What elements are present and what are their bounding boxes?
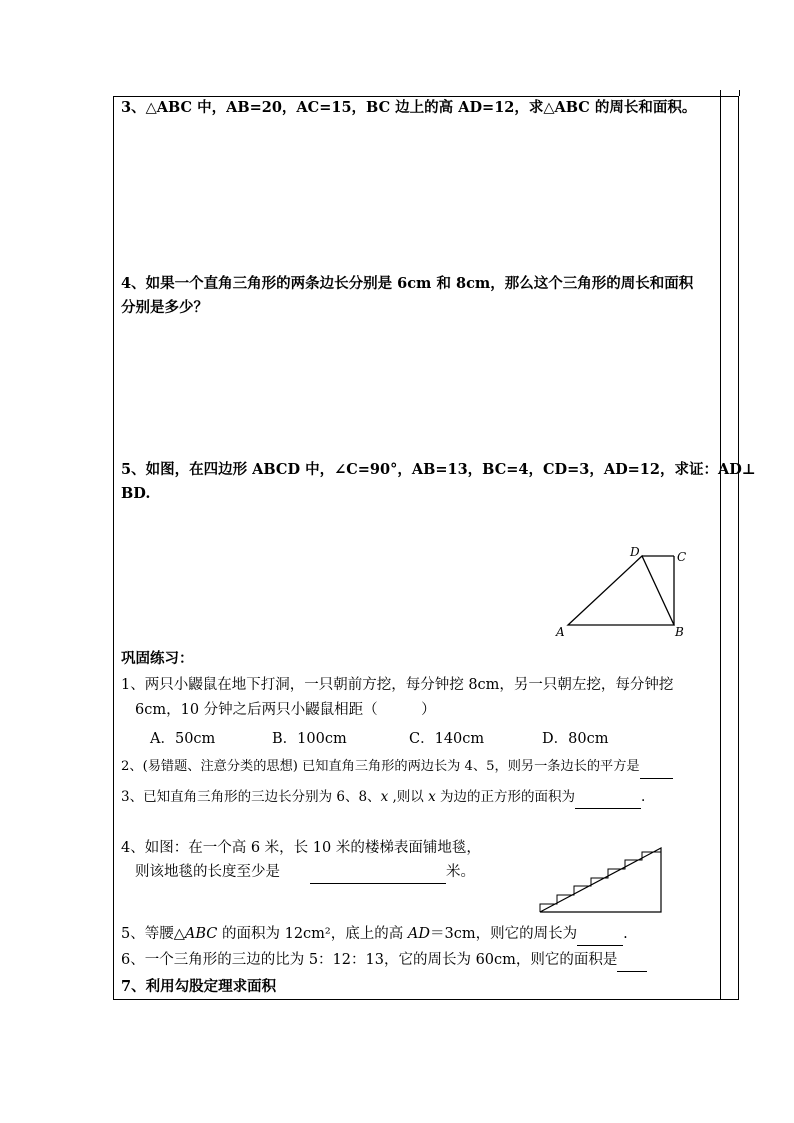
q1-option-d: D．80cm xyxy=(542,731,609,747)
q5-variable-abc: ABC xyxy=(184,926,218,942)
practice-q2 xyxy=(121,756,673,779)
margin-rule xyxy=(720,96,721,1000)
q5-answer-blank[interactable] xyxy=(577,923,623,946)
problem-3: 3、△ABC 中，AB=20，AC=15，BC 边上的高 AD=12，求△ABC 的周长和面积。 xyxy=(121,99,697,116)
practice-q1-line-2: 6cm，10 分钟之后两只小鼹鼠相距（ ） xyxy=(135,702,436,718)
problem-5-line-1: 5、如图，在四边形 ABCD 中，∠C=90°，AB=13，BC=4，CD=3，AD=12，求证：AD⊥ xyxy=(121,461,756,478)
staircase-figure xyxy=(538,846,664,914)
practice-heading: 巩固练习： xyxy=(121,650,194,667)
practice-q2-text: 2、(易错题、注意分类的思想) 已知直角三角形的两边长为 4、5，则另一条边长的平方是 xyxy=(121,759,640,774)
q1-option-a: A．50cm xyxy=(150,731,216,747)
q3-variable-x: x xyxy=(380,789,389,805)
practice-q3-end: . xyxy=(640,789,646,805)
fig5-label-c: C xyxy=(677,550,687,564)
fig5-label-a: A xyxy=(556,625,565,639)
quadrilateral-figure xyxy=(550,543,700,643)
practice-q3-pre: 3、已知直角三角形的三边长分别为 6、8、 xyxy=(121,789,381,805)
practice-q3-post: 为边的正方形的面积为 xyxy=(435,789,575,805)
practice-q5-end: . xyxy=(623,926,628,942)
problem-4-line-2: 分别是多少？ xyxy=(121,299,208,316)
margin-rule-top xyxy=(720,90,721,96)
practice-q5-mid2: ＝3cm，则它的周长为 xyxy=(429,926,578,942)
practice-q1-line-1: 1、两只小鼹鼠在地下打洞，一只朝前方挖，每分钟挖 8cm，另一只朝左挖，每分钟挖 xyxy=(121,677,674,693)
practice-q4-post: 米。 xyxy=(446,864,475,880)
practice-q6 xyxy=(121,949,647,972)
practice-q5-mid1: 的面积为 12cm²，底上的高 xyxy=(217,926,408,942)
q1-option-c: C．140cm xyxy=(409,731,485,747)
q4-answer-blank[interactable] xyxy=(310,861,446,884)
practice-q4-line-1: 4、如图：在一个高 6 米，长 10 米的楼梯表面铺地毯， xyxy=(121,840,481,856)
practice-q3-mid: ,则以 xyxy=(388,789,429,805)
practice-q5-pre: 5、等腰△ xyxy=(121,926,185,942)
practice-q6-text: 6、一个三角形的三边的比为 5：12：13，它的周长为 60cm，则它的面积是 xyxy=(121,952,618,968)
practice-q4-pre: 则该地毯的长度至少是 xyxy=(135,864,280,880)
problem-4-line-1: 4、如果一个直角三角形的两条边长分别是 6cm 和 8cm，那么这个三角形的周长和面积 xyxy=(121,275,694,292)
q1-option-b: B．100cm xyxy=(272,731,347,747)
q3-variable-x-2: x xyxy=(428,789,436,805)
q5-variable-ad: AD xyxy=(407,926,430,942)
q6-answer-blank[interactable] xyxy=(617,949,647,972)
fig5-label-b: B xyxy=(675,625,684,639)
practice-q7: 7、利用勾股定理求面积 xyxy=(121,978,277,995)
practice-q3 xyxy=(121,786,645,809)
problem-5-line-2: BD. xyxy=(121,485,151,502)
q3-answer-blank[interactable] xyxy=(575,786,641,809)
frame-right-top xyxy=(739,90,740,96)
fig5-label-d: D xyxy=(630,545,640,559)
practice-q5 xyxy=(121,923,628,946)
practice-q4-line-2 xyxy=(135,861,475,884)
q2-answer-blank[interactable] xyxy=(640,756,673,779)
